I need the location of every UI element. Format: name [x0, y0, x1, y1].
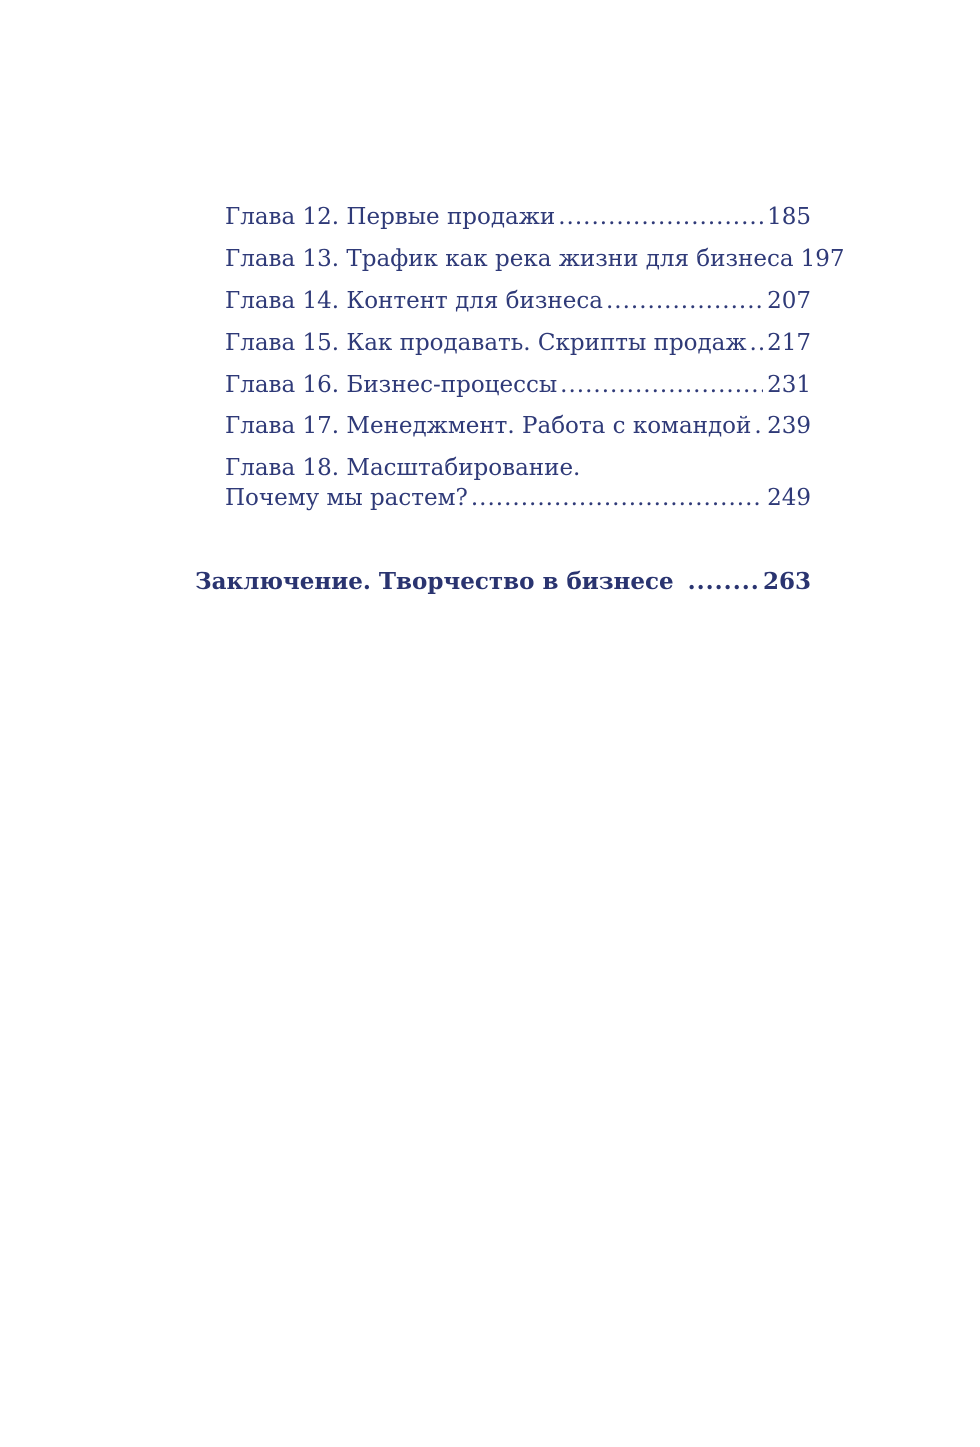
toc-entry-chapter-12 — [225, 202, 811, 232]
toc-entry-page: 217 — [767, 330, 811, 356]
toc-entry-page: 263 — [762, 568, 811, 595]
toc-entry-title: Глава 12. Первые продажи — [225, 204, 556, 230]
toc-entry-page: 249 — [767, 485, 811, 511]
toc-entry-chapter-17 — [225, 411, 811, 441]
toc-entry-chapter-16 — [225, 370, 811, 400]
toc-entry-chapter-18-line-1: Глава 18. Масштабирование. — [225, 455, 581, 481]
toc-entry-title: Глава 13. Трафик как река жизни для бизнеса — [225, 246, 794, 272]
toc-dot-leader — [471, 483, 763, 513]
toc-dot-leader — [688, 567, 759, 597]
toc-entry-title: Глава 17. Менеджмент. Работа с командой — [225, 413, 752, 439]
toc-entry-title: Заключение. Творчество в бизнесе — [195, 568, 674, 595]
toc-entry-title: Почему мы растем? — [225, 485, 468, 511]
toc-entry-page: 197 — [800, 246, 845, 272]
toc-dot-leader — [750, 328, 764, 358]
toc-entry-chapter-13 — [225, 244, 845, 274]
toc-dot-leader — [606, 286, 763, 316]
toc-entry-title: Глава 16. Бизнес-процессы — [225, 372, 558, 398]
toc-entry-page: 207 — [767, 288, 811, 314]
toc-dot-leader — [560, 370, 763, 400]
toc-entry-page: 231 — [767, 372, 811, 398]
toc-entry-chapter-18-line-2 — [225, 483, 811, 513]
toc-entry-chapter-14 — [225, 286, 811, 316]
toc-entry-title: Глава 15. Как продавать. Скрипты продаж — [225, 330, 747, 356]
toc-entry-page: 239 — [767, 413, 811, 439]
toc-dot-leader — [558, 202, 763, 232]
toc-entry-title: Глава 14. Контент для бизнеса — [225, 288, 603, 314]
toc-entry-chapter-15 — [225, 328, 811, 358]
toc-entry-conclusion — [195, 567, 811, 597]
toc-dot-leader — [754, 411, 763, 441]
toc-entry-page: 185 — [767, 204, 811, 230]
